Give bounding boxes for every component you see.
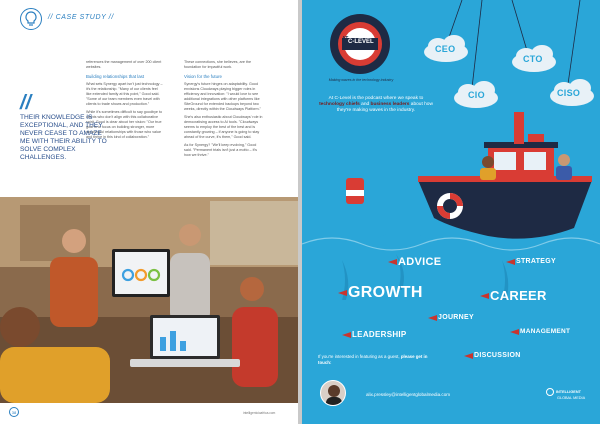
topic-strategy: STRATEGY — [516, 258, 556, 265]
section-heading: Vision for the future — [184, 74, 222, 79]
logo-tagline: Making waves in the technology industry — [328, 78, 394, 82]
office-team-photo — [0, 197, 298, 403]
topic-journey: JOURNEY — [438, 314, 474, 321]
cloud-label-cio: CIO — [468, 90, 485, 100]
paragraph: She's also enthusiastic about Cloudways' role in democratising access to AI tools. "Cloudways seems to employ the best of the best and is constantly growing – if anyone is going to stay ahead of the curve, it's them," Good said. — [184, 115, 263, 139]
topic-career: CAREER — [490, 288, 547, 303]
topic-growth: GROWTH — [348, 284, 423, 302]
cloud-label-ceo: CEO — [435, 44, 456, 54]
left-page — [0, 0, 298, 424]
promo-highlight: business leaders — [370, 102, 410, 107]
cloud-label-ciso: CISO — [557, 88, 581, 98]
cloud-label-cto: CTO — [523, 54, 543, 64]
logo-name: C-LEVEL — [348, 39, 374, 45]
pull-quote: THEIR KNOWLEDGE IS EXCEPTIONAL, AND THEY NEVER CEASE TO AMAZE ME WITH THEIR ABILITY TO SOLVE COMPLEX CHALLENGES. — [20, 114, 107, 161]
page-number: 38 — [9, 407, 19, 417]
paragraph: As for Synergy? "We'll keep evolving," Good said. "Permanent trials isn't just a motto – it's how we thrive." — [184, 143, 258, 157]
lightbulb-icon — [20, 8, 42, 30]
podcast-description — [318, 96, 434, 114]
column-intro: references the management of over 200 client websites. — [86, 60, 162, 69]
paragraph: Synergy's future hinges on adaptability. Good envisions Cloudways playing bigger roles in efficiency and innovation: "I would love to see additional integrations with other platforms like SiteGround for extended backups beyond two weeks, directly within the Cloudways Platform." — [184, 82, 261, 111]
promo-text: At C-Level is the podcast where we speak to — [328, 96, 424, 101]
publisher-logo-icon — [546, 388, 554, 396]
topic-management: MANAGEMENT — [520, 328, 570, 335]
section-heading: Building relationships that last — [86, 74, 145, 79]
guest-invitation — [318, 354, 438, 365]
contact-cta: please get in touch: — [318, 354, 428, 365]
paragraph: While it's sometimes difficult to say goodbye to clients who don't align with this collaborative spirit, Good is clear about her vision: "Our true goal is to focus on building stronger, more meaningful relationships with those who value and thrive in this kind of collaboration." — [86, 110, 163, 139]
promo-text: and — [359, 102, 371, 107]
topic-discussion: DISCUSSION — [474, 352, 521, 359]
publisher-logo — [546, 388, 590, 400]
paragraph: What sets Synergy apart isn't just technology – it's the relationship. "Many of our clients feel like extended family at this point," Good said. "Some of our team members even travel with clients to trade shows and production." — [86, 82, 163, 106]
brand-sub: GLOBAL MEDIA — [557, 396, 586, 400]
article-column-2 — [184, 60, 264, 158]
section-label: // CASE STUDY // — [48, 14, 114, 21]
topic-advice: ADVICE — [398, 256, 441, 268]
quote-mark: // — [20, 92, 32, 114]
avatar — [320, 380, 346, 406]
contact-email[interactable]: alix.pressley@intelligentglobalmedia.com — [366, 392, 451, 397]
column-intro: These connections, she believes, are the foundation for impactful work. — [184, 60, 252, 69]
logo-prefix: AT — [342, 36, 349, 42]
footer-url: intelligentcioafrica.com — [243, 411, 276, 415]
promo-text: about how they're making waves in the industry. — [336, 102, 433, 113]
promo-highlight: technology chiefs — [319, 102, 360, 107]
right-page — [302, 0, 600, 424]
topic-leadership: LEADERSHIP — [352, 330, 407, 339]
contact-text: If you're interested in featuring as a guest, — [318, 354, 401, 359]
brand-name: INTELLIGENT — [556, 390, 581, 394]
